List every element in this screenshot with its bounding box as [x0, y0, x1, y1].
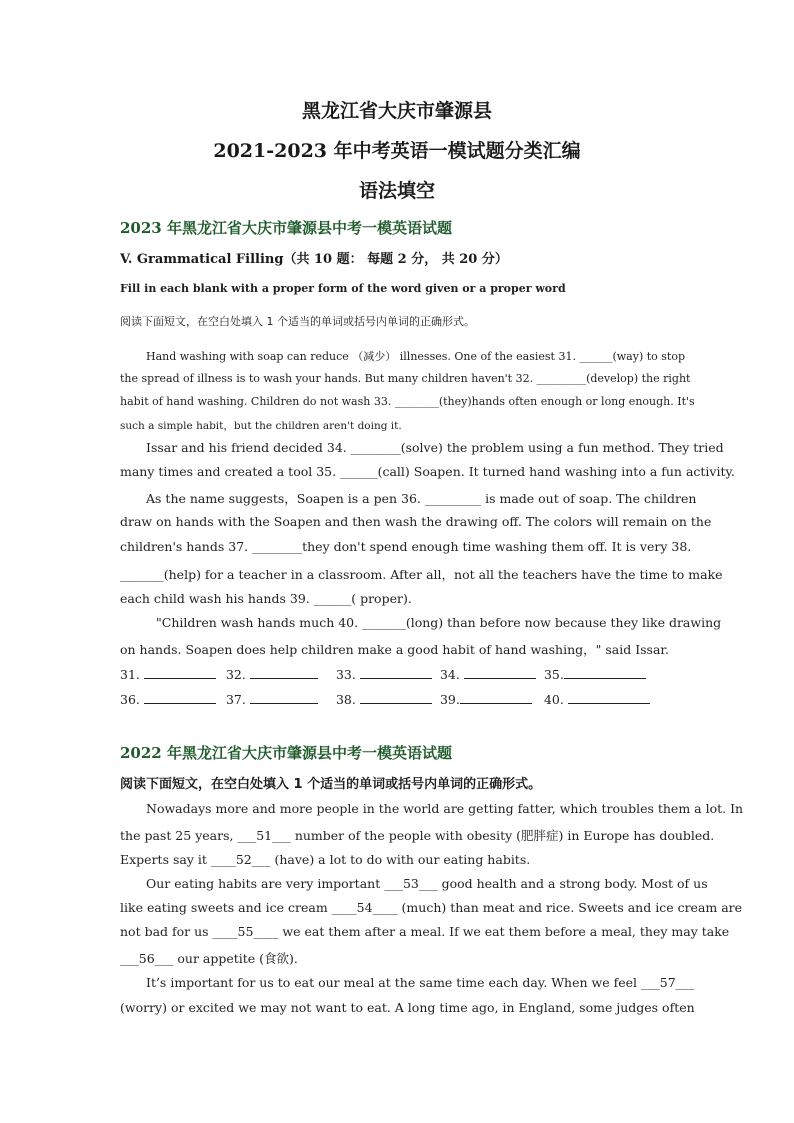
answer-slot[interactable] — [120, 666, 222, 682]
passage-2023-line: _______(help) for a teacher in a classroom. After all，not all the teachers have the time to make — [120, 567, 723, 582]
part-title: V. Grammatical Filling（共 10 题： 每题 2 分， 共 20 分） — [120, 252, 508, 267]
answer-number: 38. — [335, 692, 356, 707]
answer-number: 33. — [335, 667, 356, 682]
passage-2023-line: draw on hands with the Soapen and then wash the drawing off. The colors will remain on the — [120, 514, 712, 529]
instruction-cn: 阅读下面短文，在空白处填入 1 个适当的单词或括号内单词的正确形式。 — [120, 315, 475, 328]
answer-number: 35. — [543, 667, 564, 682]
passage-2022-line: Nowadays more and more people in the world are getting fatter, which troubles them a lot. In — [146, 801, 744, 816]
passage-2022-line: not bad for us ____55____ we eat them after a meal. If we eat them before a meal, they may take — [120, 924, 730, 939]
passage-2022-line: (worry) or excited we may not want to eat. A long time ago, in England, some judges often — [120, 1000, 695, 1015]
passage-2023-line: such a simple habit，but the children aren't doing it. — [120, 420, 402, 432]
passage-2023-line: "Children wash hands much 40. _______(long) than before now because they like drawing — [156, 615, 722, 630]
passage-2023-line: on hands. Soapen does help children make a good habit of hand washing，" said Issar. — [120, 642, 669, 657]
doc-title-region: 黑龙江省大庆市肇源县 — [301, 100, 492, 122]
answer-slot[interactable] — [336, 666, 436, 682]
answer-slot[interactable] — [544, 691, 652, 707]
section-2023-heading: 2023 年黑龙江省大庆市肇源县中考一模英语试题 — [120, 219, 452, 237]
answer-slot[interactable] — [440, 691, 540, 707]
answer-slot[interactable] — [120, 691, 222, 707]
section-2022-heading: 2022 年黑龙江省大庆市肇源县中考一模英语试题 — [120, 744, 452, 762]
answer-number: 39. — [439, 692, 460, 707]
answer-slot[interactable] — [336, 691, 436, 707]
answer-slot[interactable] — [226, 691, 332, 707]
passage-2023-line: As the name suggests，Soapen is a pen 36. _________ is made out of soap. The children — [146, 491, 697, 506]
doc-title-main: 2021-2023 年中考英语一模试题分类汇编 — [213, 140, 581, 162]
answer-number: 31. — [120, 667, 140, 682]
passage-2023-line: many times and created a tool 35. ______(call) Soapen. It turned hand washing into a fun activity. — [120, 464, 735, 479]
passage-2023-line: each child wash his hands 39. ______( proper). — [120, 591, 412, 606]
passage-2022-line: It’s important for us to eat our meal at the same time each day. When we feel ___57___ — [146, 975, 695, 990]
passage-2023-line: Hand washing with soap can reduce （减少） illnesses. One of the easiest 31. ______(way) to stop — [146, 350, 685, 363]
passage-2023-line: habit of hand washing. Children do not wash 33. ________(they)hands often enough or long enough. It's — [120, 395, 695, 408]
instruction-cn-2022: 阅读下面短文，在空白处填入 1 个适当的单词或括号内单词的正确形式。 — [120, 777, 542, 792]
passage-2023-line: the spread of illness is to wash your hands. But many children haven't 32. _________(develop) the right — [120, 372, 691, 385]
answer-number: 34. — [439, 667, 460, 682]
answer-slot[interactable] — [440, 666, 540, 682]
answer-number: 37. — [225, 692, 246, 707]
passage-2022-line: Experts say it ____52___ (have) a lot to do with our eating habits. — [120, 852, 531, 867]
passage-2023-line: Issar and his friend decided 34. ________(solve) the problem using a fun method. They tried — [146, 440, 724, 455]
passage-2022-line: Our eating habits are very important ___53___ good health and a strong body. Most of us — [146, 876, 708, 891]
answer-number: 40. — [543, 692, 564, 707]
passage-2023-line: children's hands 37. ________they don't spend enough time washing them off. It is very 38. — [120, 539, 692, 554]
answer-slot[interactable] — [544, 666, 652, 682]
answer-number: 36. — [120, 692, 140, 707]
passage-2022-line: ___56___ our appetite (食欲). — [120, 951, 298, 966]
answer-row-2 — [120, 691, 652, 707]
instruction-en: Fill in each blank with a proper form of the word given or a proper word — [120, 282, 566, 295]
passage-2022-line: like eating sweets and ice cream ____54____ (much) than meat and rice. Sweets and ice cream are — [120, 900, 743, 915]
passage-2022-line: the past 25 years, ___51___ number of the people with obesity (肥胖症) in Europe has doubled. — [120, 828, 715, 843]
answer-row-1 — [120, 666, 652, 682]
doc-title-topic: 语法填空 — [358, 180, 435, 202]
answer-number: 32. — [225, 667, 246, 682]
answer-slot[interactable] — [226, 666, 332, 682]
